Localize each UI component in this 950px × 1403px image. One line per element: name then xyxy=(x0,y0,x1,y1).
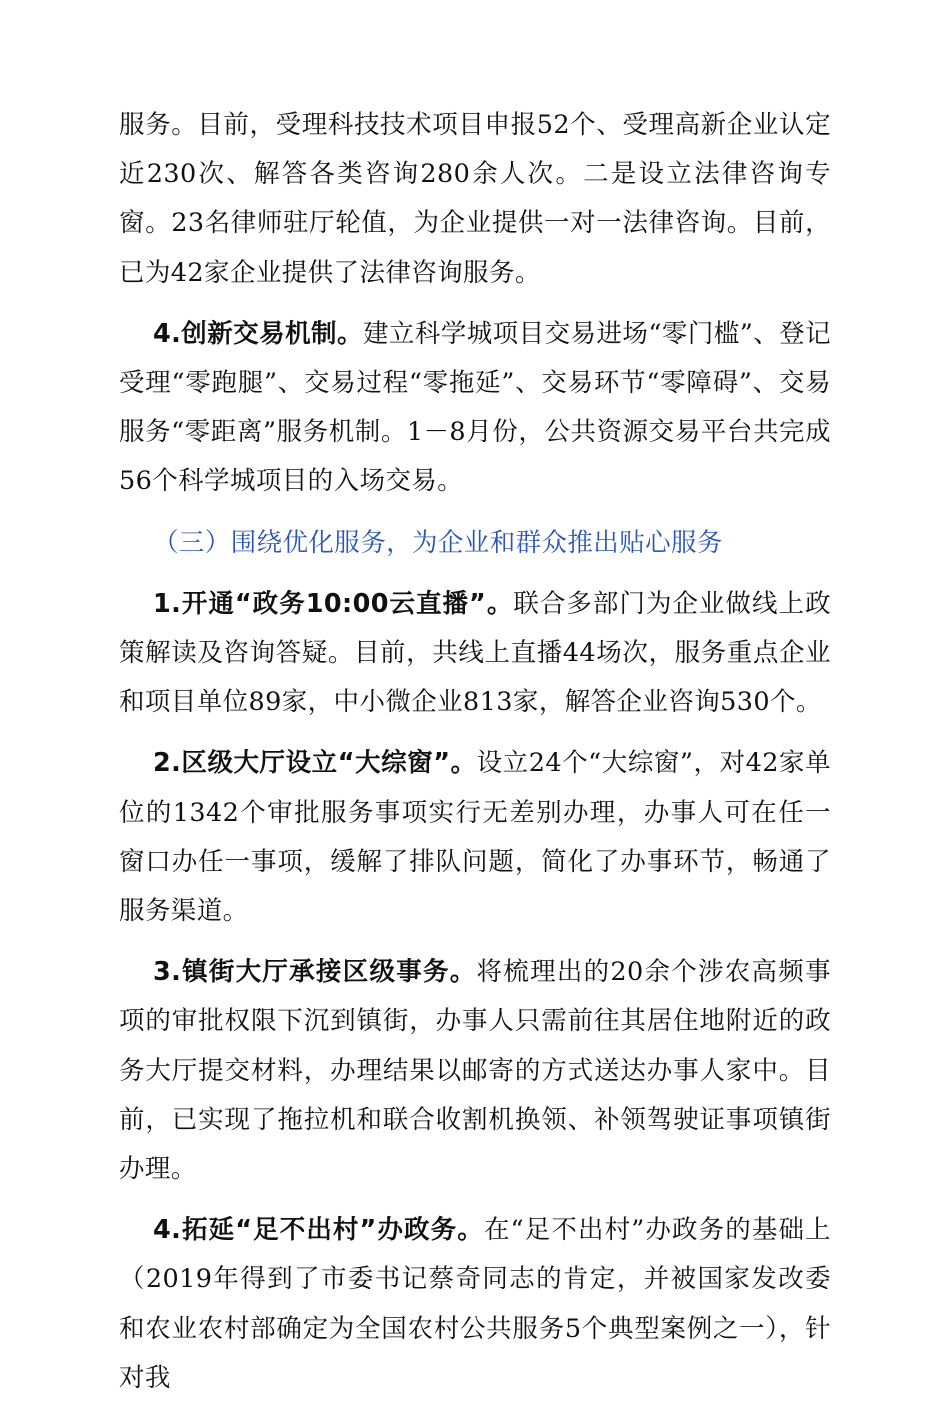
paragraph-continuation xyxy=(119,101,831,298)
paragraph-text: 在“足不出村”办政务的基础上（2019年得到了市委书记蔡奇同志的肯定，并被国家发改委和农业农村部确定为全国农村公共服务5个典型案例之一），针对我 xyxy=(119,1215,831,1393)
document-page xyxy=(119,101,831,1403)
paragraph-heading: 4.创新交易机制。 xyxy=(153,318,363,349)
paragraph-heading: 2.区级大厅设立“大综窗”。 xyxy=(153,748,477,779)
paragraph-heading: 4.拓延“足不出村”办政务。 xyxy=(153,1215,484,1246)
paragraph-heading: 3.镇街大厅承接区级事务。 xyxy=(153,957,477,988)
paragraph-text: 设立24个“大综窗”，对42家单位的1342个审批服务事项实行无差别办理，办事人可在任一窗口办任一事项，缓解了排队问题，简化了办事环节，畅通了服务渠道。 xyxy=(119,748,831,927)
section-heading: （三）围绕优化服务，为企业和群众推出贴心服务 xyxy=(153,527,723,558)
paragraph-text: 服务。目前，受理科技技术项目申报52个、受理高新企业认定近230次、解答各类咨询280余人次。二是设立法律咨询专窗。23名律师驻厅轮值，为企业提供一对一法律咨询。目前，已为42家企业提供了法律咨询服务。 xyxy=(119,110,831,288)
paragraph-live-stream xyxy=(119,580,831,728)
paragraph-township-hall xyxy=(119,948,831,1194)
paragraph-village-services xyxy=(119,1206,831,1403)
paragraph-heading: 1.开通“政务10:00云直播”。 xyxy=(153,588,514,619)
paragraph-comprehensive-window xyxy=(119,739,831,936)
paragraph-text: 将梳理出的20余个涉农高频事项的审批权限下沉到镇街，办事人只需前往其居住地附近的政务大厅提交材料，办理结果以邮寄的方式送达办事人家中。目前，已实现了拖拉机和联合收割机换领、补领驾驶证事项镇街办理。 xyxy=(119,957,831,1185)
paragraph-text: 联合多部门为企业做线上政策解读及咨询答疑。目前，共线上直播44场次，服务重点企业和项目单位89家，中小微企业813家，解答企业咨询530个。 xyxy=(119,588,831,718)
paragraph-trading-mechanism xyxy=(119,310,831,507)
paragraph-text: 建立科学城项目交易进场“零门槛”、登记受理“零跑腿”、交易过程“零拖延”、交易环节“零障碍”、交易服务“零距离”服务机制。1－8月份，公共资源交易平台共完成56个科学城项目的入场交易。 xyxy=(119,318,831,497)
